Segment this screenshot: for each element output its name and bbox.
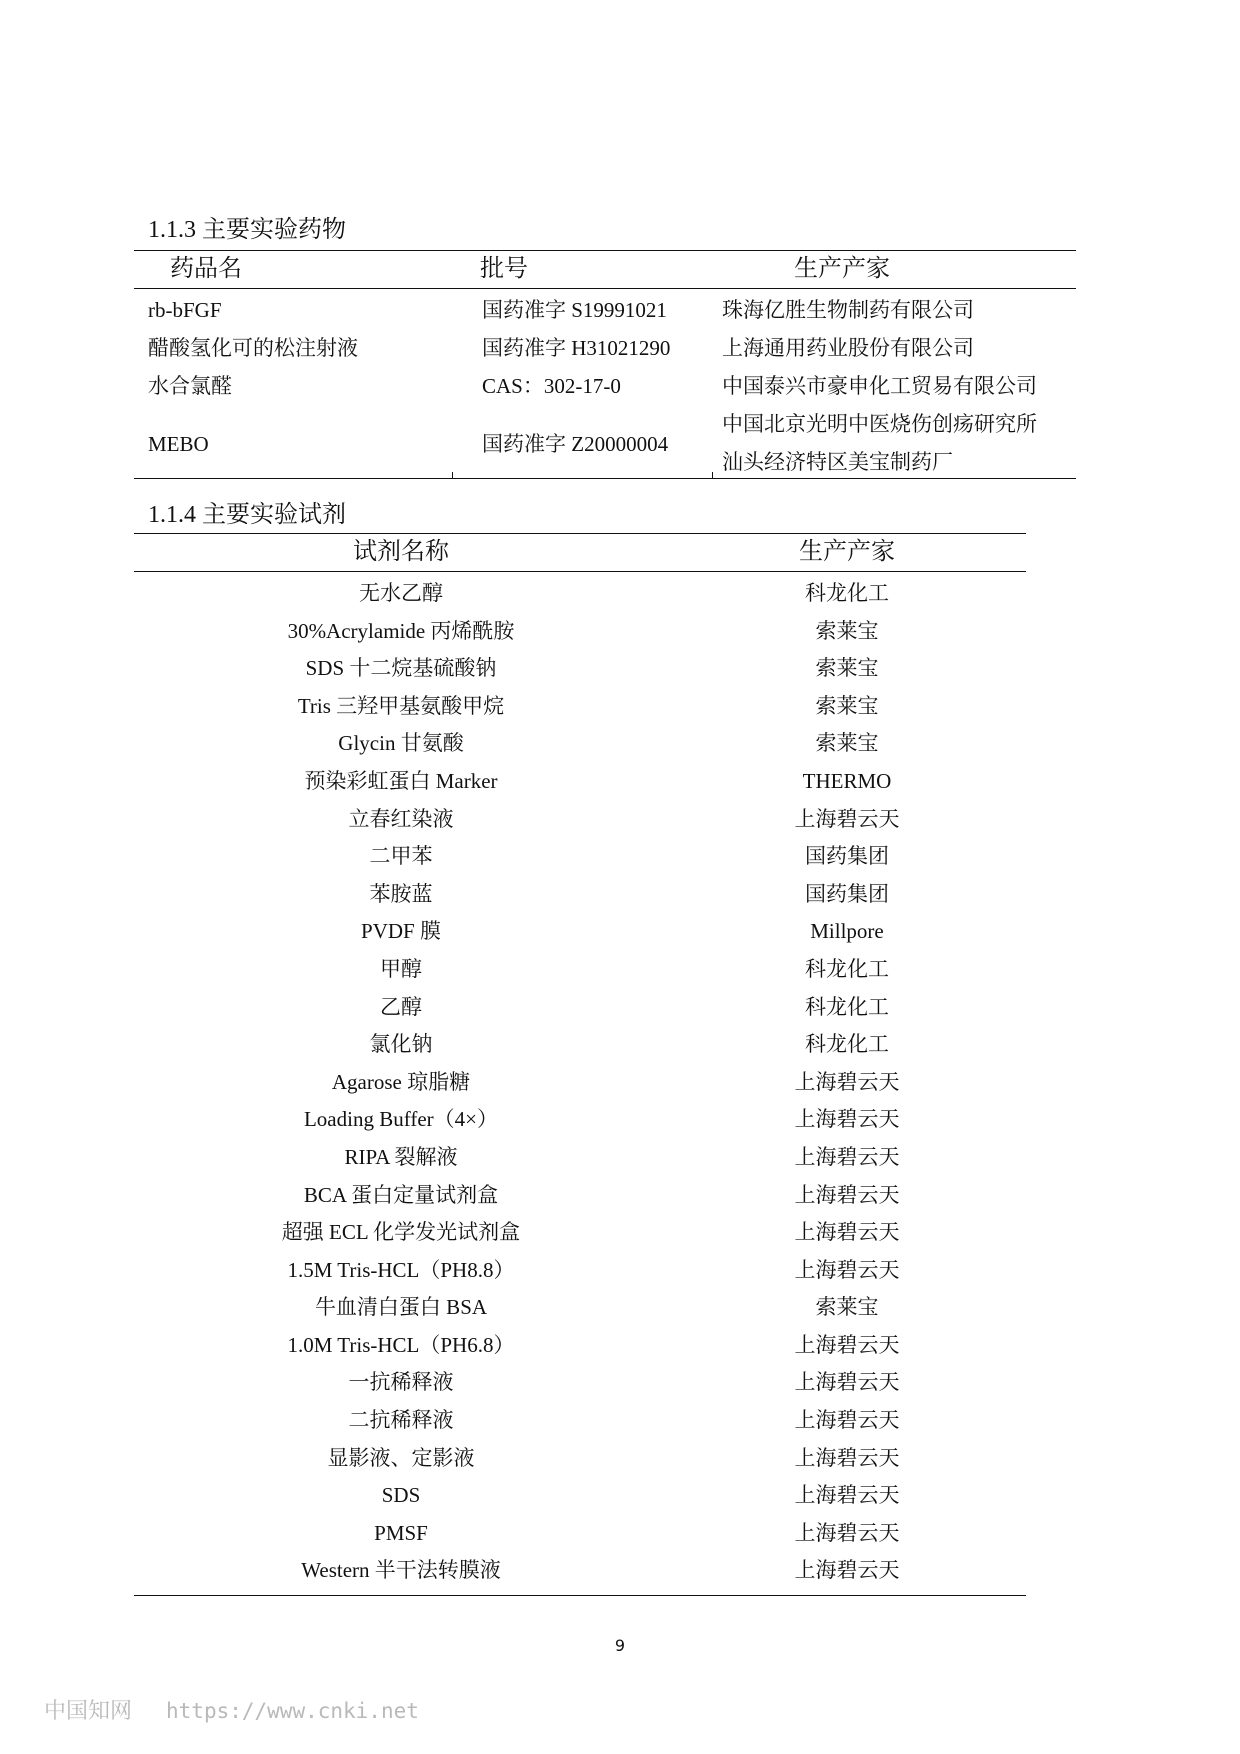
table-row (134, 918, 1026, 956)
column-header-reagent-name: 试剂名称 (353, 539, 449, 565)
table-row (134, 693, 1026, 731)
table-row (134, 618, 1026, 656)
table-row (134, 580, 1026, 618)
reagent-name-cell: 预染彩虹蛋白 Marker (304, 768, 498, 793)
reagent-name-cell: Western 半干法转膜液 (301, 1558, 501, 1583)
manufacturer-cell: 上海碧云天 (794, 1257, 900, 1282)
manufacturer-cell: 科龙化工 (805, 1032, 889, 1057)
manufacturer-cell: 汕头经济特区美宝制药厂 (722, 450, 953, 474)
reagent-name-cell: 1.5M Tris-HCL（PH8.8） (287, 1257, 515, 1282)
manufacturer-cell: 上海碧云天 (794, 1069, 900, 1094)
table-bottom-rule (134, 478, 1076, 479)
table-row (134, 768, 1026, 806)
table-row (134, 1144, 1026, 1182)
manufacturer-cell: 科龙化工 (805, 581, 889, 605)
table-row (134, 1069, 1026, 1107)
reagent-name-cell: RIPA 裂解液 (344, 1144, 458, 1169)
section-title-reagents: 1.1.4 主要实验试剂 (148, 502, 346, 528)
table-top-rule (134, 533, 1026, 534)
table-row (134, 1557, 1026, 1595)
reagent-name-cell: 牛血清白蛋白 BSA (314, 1295, 488, 1320)
table-row (134, 1445, 1026, 1483)
reagent-name-cell: Loading Buffer（4×） (303, 1107, 498, 1132)
batch-number-cell: 国药准字 S19991021 (482, 298, 667, 322)
table-row (134, 1106, 1026, 1144)
batch-number-cell: 国药准字 H31021290 (482, 336, 671, 360)
column-header-batch-number: 批号 (480, 256, 528, 282)
reagent-name-cell: SDS 十二烷基硫酸钠 (305, 656, 497, 681)
manufacturer-cell: 上海碧云天 (794, 1558, 900, 1583)
table-row (134, 411, 1076, 477)
reagent-name-cell: 二甲苯 (369, 844, 433, 869)
manufacturer-cell: 上海碧云天 (794, 1408, 900, 1433)
manufacturer-cell: Millpore (810, 919, 884, 944)
table-row (134, 806, 1026, 844)
manufacturer-cell: 上海碧云天 (794, 1220, 900, 1245)
reagent-name-cell: Agarose 琼脂糖 (331, 1069, 471, 1094)
reagent-name-cell: BCA 蛋白定量试剂盒 (303, 1182, 499, 1207)
column-header-manufacturer: 生产产家 (794, 256, 890, 282)
table-row (134, 881, 1026, 919)
reagent-rows (134, 580, 1026, 1595)
manufacturer-cell: 索莱宝 (815, 731, 879, 756)
watermark-text: 中国知网 (44, 1699, 133, 1724)
manufacturer-cell: THERMO (802, 768, 892, 793)
column-header-drug-name: 药品名 (170, 256, 242, 282)
manufacturer-cell: 国药集团 (805, 844, 889, 869)
reagent-name-cell: 无水乙醇 (359, 581, 443, 605)
section-title-drugs: 1.1.3 主要实验药物 (148, 217, 346, 243)
manufacturer-cell: 科龙化工 (805, 956, 889, 981)
table-row (134, 730, 1026, 768)
table-row (134, 655, 1026, 693)
reagent-name-cell: PVDF 膜 (361, 919, 441, 944)
reagent-name-cell: 1.0M Tris-HCL（PH6.8） (287, 1332, 515, 1357)
reagent-name-cell: 氯化钠 (369, 1032, 433, 1057)
manufacturer-cell: 上海碧云天 (794, 806, 900, 831)
table-row (134, 994, 1026, 1032)
manufacturer-cell: 上海碧云天 (794, 1483, 900, 1508)
manufacturer-cell: 中国北京光明中医烧伤创疡研究所 (722, 412, 1037, 436)
reagent-name-cell: SDS (381, 1483, 421, 1508)
reagent-name-cell: PMSF (374, 1520, 428, 1545)
table-row (134, 1407, 1026, 1445)
drug-name-cell: 醋酸氢化可的松注射液 (148, 336, 358, 360)
reagent-name-cell: 立春红染液 (348, 806, 454, 831)
manufacturer-cell: 上海通用药业股份有限公司 (722, 336, 974, 360)
reagent-name-cell: 30%Acrylamide 丙烯酰胺 (287, 618, 515, 643)
reagent-name-cell: Glycin 甘氨酸 (338, 731, 464, 756)
reagent-name-cell: 苯胺蓝 (369, 881, 433, 906)
manufacturer-cell: 上海碧云天 (794, 1107, 900, 1132)
table-bottom-rule (134, 1595, 1026, 1596)
table-row (134, 843, 1026, 881)
table-row (134, 1294, 1026, 1332)
drug-name-cell: 水合氯醛 (148, 374, 232, 398)
page-number: 9 (614, 1636, 626, 1655)
table-row (134, 956, 1026, 994)
manufacturer-cell: 国药集团 (805, 881, 889, 906)
manufacturer-cell: 上海碧云天 (794, 1144, 900, 1169)
reagent-name-cell: 显影液、定影液 (327, 1445, 475, 1470)
drug-name-cell: MEBO (148, 432, 209, 456)
manufacturer-cell: 上海碧云天 (794, 1332, 900, 1357)
table-header-rule (134, 571, 1026, 572)
reagent-name-cell: Tris 三羟甲基氨酸甲烷 (297, 693, 505, 718)
manufacturer-cell: 上海碧云天 (794, 1520, 900, 1545)
manufacturer-cell: 珠海亿胜生物制药有限公司 (722, 298, 974, 322)
manufacturer-cell: 索莱宝 (815, 618, 879, 643)
reagent-name-cell: 二抗稀释液 (348, 1408, 454, 1433)
cnki-watermark (44, 1697, 419, 1726)
table-row (134, 1182, 1026, 1220)
reagent-name-cell: 一抗稀释液 (348, 1370, 454, 1395)
table-row (134, 1031, 1026, 1069)
table-row (134, 1332, 1026, 1370)
drug-name-cell: rb-bFGF (148, 298, 222, 322)
manufacturer-cell: 索莱宝 (815, 1295, 879, 1320)
manufacturer-cell: 中国泰兴市豪申化工贸易有限公司 (722, 374, 1037, 398)
manufacturer-cell: 科龙化工 (805, 994, 889, 1019)
reagent-name-cell: 甲醇 (380, 956, 422, 981)
batch-number-cell: 国药准字 Z20000004 (482, 432, 669, 456)
table-row (134, 1257, 1026, 1295)
column-header-manufacturer: 生产产家 (799, 539, 895, 565)
table-row (134, 1369, 1026, 1407)
table-row (134, 1482, 1026, 1520)
manufacturer-cell: 上海碧云天 (794, 1370, 900, 1395)
batch-number-cell: CAS：302-17-0 (482, 374, 621, 398)
manufacturer-cell: 索莱宝 (815, 693, 879, 718)
reagent-name-cell: 超强 ECL 化学发光试剂盒 (281, 1220, 521, 1245)
table-header-rule (134, 288, 1076, 289)
manufacturer-cell: 索莱宝 (815, 656, 879, 681)
reagent-name-cell: 乙醇 (380, 994, 422, 1019)
watermark-url: https://www.cnki.net (166, 1699, 419, 1723)
manufacturer-cell: 上海碧云天 (794, 1182, 900, 1207)
table-top-rule (134, 250, 1076, 251)
table-row (134, 1520, 1026, 1558)
manufacturer-cell: 上海碧云天 (794, 1445, 900, 1470)
table-row (134, 1219, 1026, 1257)
